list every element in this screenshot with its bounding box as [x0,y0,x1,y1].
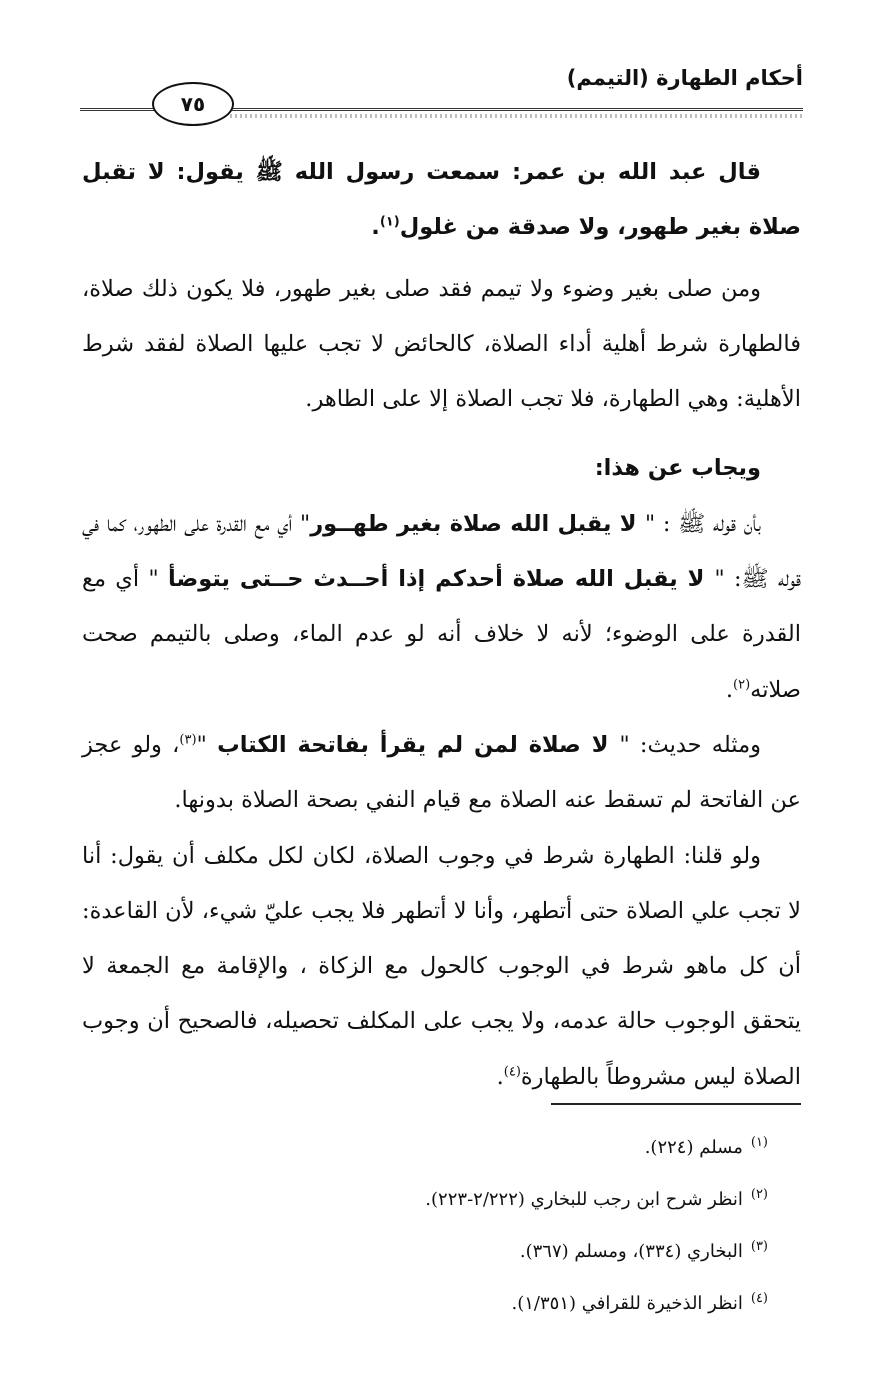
footnote-1 [120,1122,768,1174]
paragraph-hadith-ibn-umar [82,145,801,256]
hadith-quote: لا يقبل الله صلاة بغير طهــور [310,510,645,537]
footnote-text: انظر شرح ابن رجب للبخاري (٢/٢٢٢-٢٢٣). [425,1189,743,1210]
footnote-number: (٢) [750,1187,768,1202]
footnote-4 [120,1278,768,1330]
footnote-text: انظر الذخيرة للقرافي (١/٣٥١). [511,1293,743,1314]
footnote-text: البخاري (٣٣٤)، ومسلم (٣٦٧). [519,1241,743,1262]
paragraph-argument: ومن صلى بغير وضوء ولا تيمم فقد صلى بغير طهور، فلا يكون ذلك صلاة، فالطهارة شرط أهلية أداء الصلاة، كالحائض لا تجب عليها الصلاة لفقد شرط الأهلية: وهي الطهارة، فلا تجب الصلاة إلا على الطاهر. [82,275,801,413]
header-rule-texture [230,114,803,118]
main-text [82,145,801,1105]
text-run: بأن قوله ﷺ : " [644,510,761,537]
paragraph-response [82,497,801,718]
text-run: ، ولو عجز عن الفاتحة لم تسقط عنه الصلاة مع قيام النفي بصحة الصلاة بدونها. [82,731,801,814]
running-title: أحكام الطهارة (التيمم) [566,66,803,90]
page-number-badge [152,82,234,126]
footnote-ref-2: (٢) [733,677,751,693]
text-run: " [196,731,218,758]
page-header [80,60,803,130]
hadith-quote: لا صلاة لمن لم يقرأ بفاتحة الكتاب [217,731,620,758]
page-number: ٧٥ [180,92,206,116]
text-run: " أي مع القدرة على الطهور، كما في قوله ﷺ: " [82,510,801,593]
footnote-number: (٤) [750,1291,768,1306]
footnote-number: (١) [750,1135,768,1150]
paragraph-fatiha [82,718,801,829]
footnote-ref-4: (٤) [503,1064,521,1080]
hadith-text: قال عبد الله بن عمر: سمعت رسول الله ﷺ يقول: لا تقبل صلاة بغير طهور، ولا صدقة من غلول [82,159,801,241]
footnote-number: (٣) [750,1239,768,1254]
text-run: " أي مع القدرة على الوضوء؛ لأنه لا خلاف أنه لو عدم الماء، وصلى بالتيمم صحت صلاته [82,566,801,703]
footnotes [120,1122,768,1330]
footnote-3 [120,1226,768,1278]
footnote-text: مسلم (٢٢٤). [644,1137,743,1158]
footnote-ref-3: (٣) [179,732,197,748]
section-heading: ويجاب عن هذا: [594,455,761,482]
text-run: ولو قلنا: الطهارة شرط في وجوب الصلاة، لكان لكل مكلف أن يقول: أنا لا تجب علي الصلاة حتى أتطهر، وأنا لا أتطهر فلا يجب عليّ شيء، لأن القاعدة: أن كل ماهو شرط في الوجوب كالحول مع الزكاة ، والإقامة مع الجمعة لا يتحقق الوجوب حالة عدمه، ولا يجب على المكلف تحصيله، فالصحيح أن وجوب الصلاة ليس مشروطاً بالطهارة [82,842,801,1090]
period: . [725,676,733,703]
footnote-separator [551,1103,801,1105]
text-run: ومثله حديث: " [619,731,761,758]
paragraph-conclusion [82,829,801,1105]
hadith-quote: لا يقبل الله صلاة أحدكم إذا أحــدث حــتى يتوضأ [168,566,715,593]
footnote-2 [120,1174,768,1226]
period: . [496,1063,504,1090]
footnote-ref-1: (١) [379,214,400,230]
period: . [371,214,380,241]
